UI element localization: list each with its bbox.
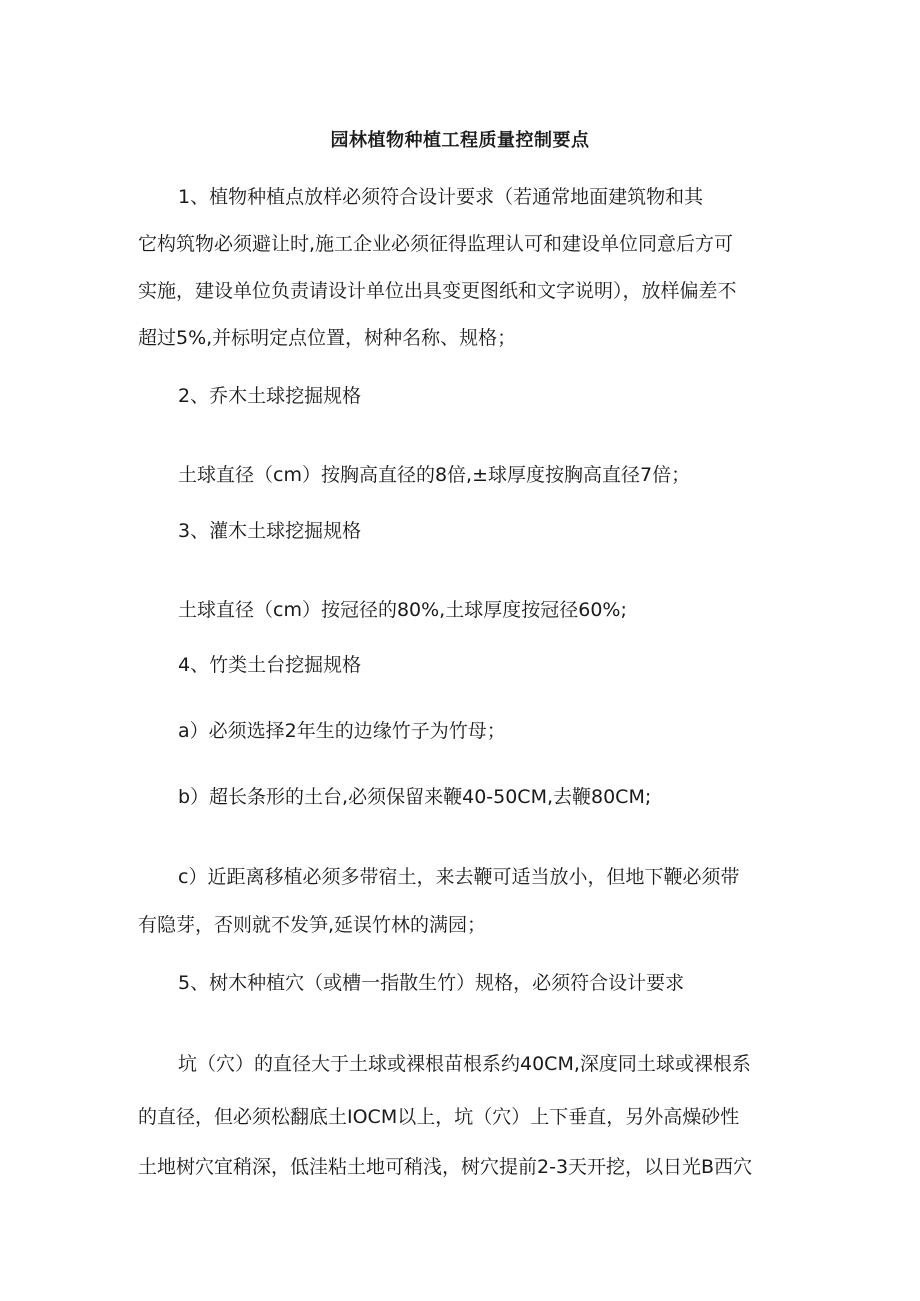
section-5-heading: 5、树木种植穴（或槽一指散生竹）规格，必须符合设计要求 [178,972,685,994]
section-5-body-line-3: 土地树穴宜稍深，低洼粘土地可稍浅，树穴提前2-3天开挖，以日光B西穴 [138,1156,753,1178]
document-title: 园林植物种植工程质量控制要点 [330,130,590,151]
section-4-item-b: b）超长条形的土台,必须保留来鞭40-50CM,去鞭80CM; [178,786,652,808]
section-2-body: 土球直径（cm）按胸高直径的8倍,±球厚度按胸高直径7倍； [178,464,691,486]
paragraph-1-line-1: 1、植物种植点放样必须符合设计要求（若通常地面建筑物和其 [178,186,704,208]
section-4-heading: 4、竹类土台挖掘规格 [178,654,362,676]
paragraph-1-line-3: 实施，建设单位负责请设计单位出具变更图纸和文字说明），放样偏差不 [138,280,737,302]
section-2-heading: 2、乔木土球挖掘规格 [178,385,362,407]
paragraph-1-line-4: 超过5%,并标明定点位置，树种名称、规格； [138,327,517,349]
section-3-heading: 3、灌木土球挖掘规格 [178,520,362,542]
section-5-body-line-1: 坑（穴）的直径大于土球或裸根苗根系约40CM,深度同土球或裸根系 [178,1053,751,1075]
paragraph-1-line-2: 它构筑物必须避让时,施工企业必须征得监理认可和建设单位同意后方可 [138,233,734,255]
section-4-item-c-line-1: c）近距离移植必须多带宿土，来去鞭可适当放小，但地下鞭必须带 [178,866,740,888]
section-4-item-c-line-2: 有隐芽，否则就不发笋,延误竹林的满园； [138,914,487,936]
section-5-body-line-2: 的直径，但必须松翻底土IOCM以上，坑（穴）上下垂直，另外高燥砂性 [138,1106,740,1128]
section-4-item-a: a）必须选择2年生的边缘竹子为竹母； [178,720,506,742]
section-3-body: 土球直径（cm）按冠径的80%,土球厚度按冠径60%; [178,599,627,621]
